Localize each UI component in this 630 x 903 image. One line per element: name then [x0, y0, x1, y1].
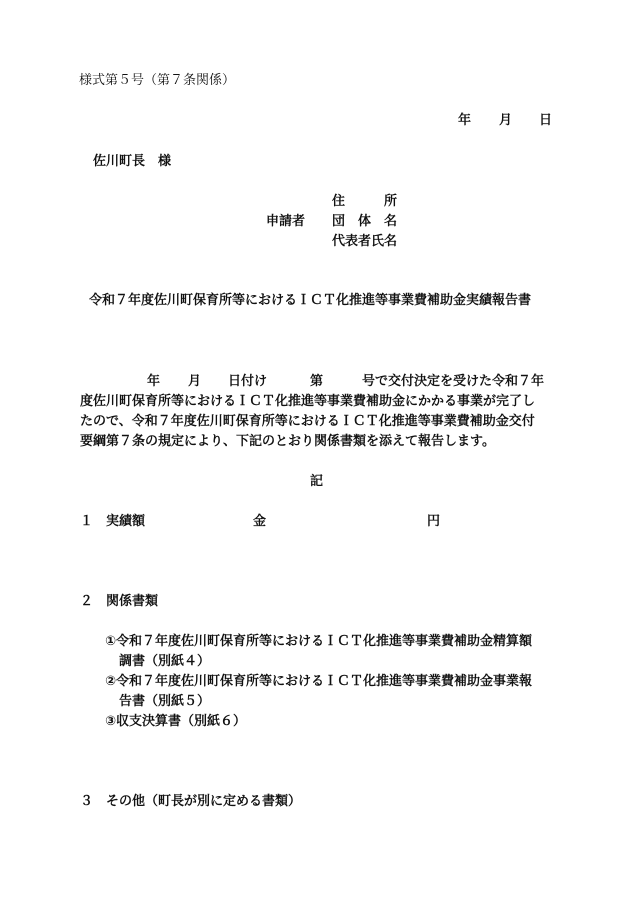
document-item-2: ②令和７年度佐川町保育所等におけるＩＣＴ化推進等事業費補助金事業報 [105, 674, 533, 689]
applicant-address-label: 住 所 [332, 194, 398, 209]
body-year: 年 [147, 374, 161, 389]
section1-kin: 金 [253, 514, 267, 529]
body-line4: 要綱第７条の規定により、下記のとおり関係書類を添えて報告します。 [80, 434, 495, 449]
addressee: 佐川町長 様 [93, 154, 172, 169]
body-line1-rest: 号で交付決定を受けた令和７年 [362, 374, 545, 389]
section2-number: ２ [80, 594, 94, 609]
document-item-1: ①令和７年度佐川町保育所等におけるＩＣＴ化推進等事業費補助金精算額 [105, 634, 533, 649]
section1-label: 実績額 [106, 514, 146, 529]
body-line3: たので、令和７年度佐川町保育所等におけるＩＣＴ化推進等事業費補助金交付 [80, 414, 535, 429]
section1-number: １ [80, 514, 94, 529]
document-item-3: ③収支決算書（別紙６） [105, 714, 247, 729]
section2-label: 関係書類 [106, 594, 159, 609]
body-month: 月 [188, 374, 202, 389]
date-day: 日 [539, 113, 553, 128]
applicant-label: 申請者 [266, 214, 306, 229]
body-number-prefix: 第 [310, 374, 324, 389]
body-line2: 度佐川町保育所等におけるＩＣＴ化推進等事業費補助金にかかる事業が完了し [80, 394, 536, 409]
form-number: 様式第５号（第７条関係） [79, 73, 236, 88]
ki-heading: 記 [310, 474, 324, 489]
body-dated: 日付け [228, 374, 268, 389]
applicant-representative-label: 代表者氏名 [332, 234, 398, 249]
document-title: 令和７年度佐川町保育所等におけるＩＣＴ化推進等事業費補助金実績報告書 [89, 293, 532, 308]
document-item-1-cont: 調書（別紙４） [119, 654, 211, 669]
applicant-organization-label: 団 体 名 [332, 214, 398, 229]
date-month: 月 [499, 113, 513, 128]
date-year: 年 [458, 113, 472, 128]
section3-number: ３ [80, 794, 94, 809]
section1-yen: 円 [427, 514, 441, 529]
document-item-2-cont: 告書（別紙５） [119, 694, 211, 709]
section3-label: その他（町長が別に定める書類） [106, 794, 302, 809]
